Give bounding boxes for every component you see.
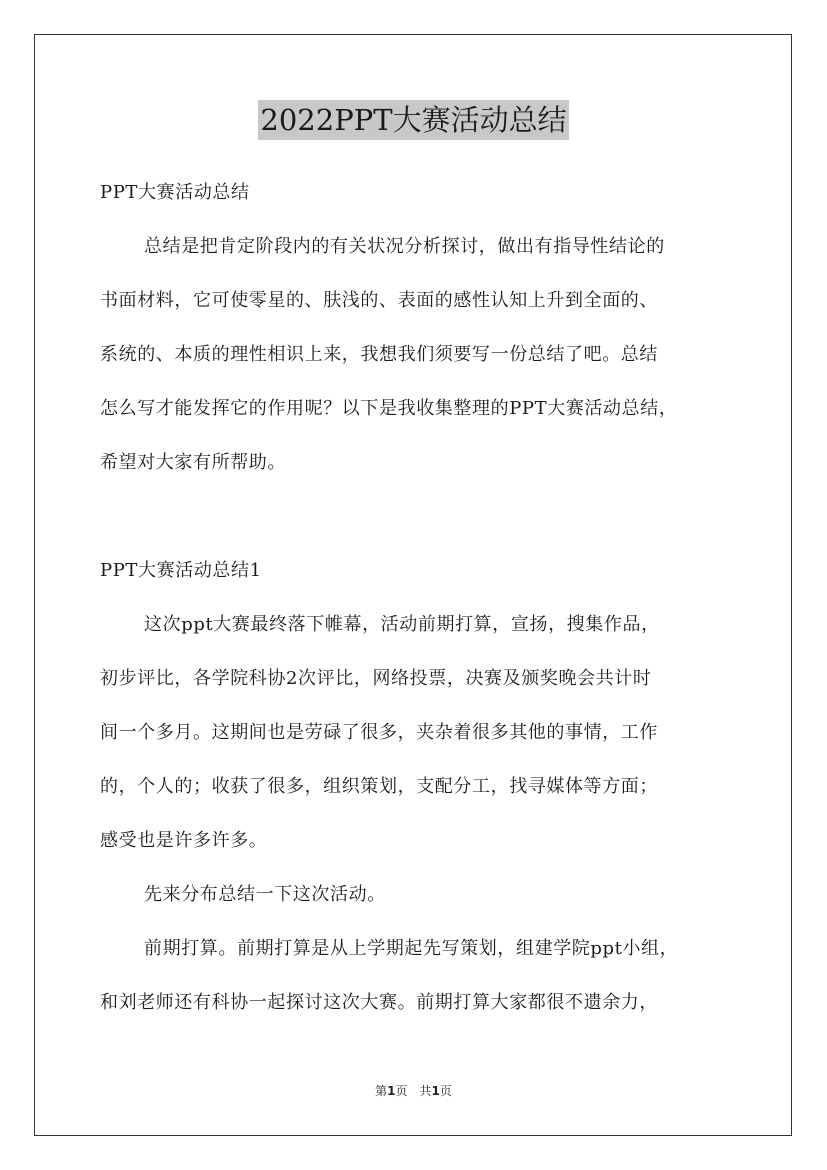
paragraph-line: 间一个多月。这期间也是劳碌了很多，夹杂着很多其他的事情，工作 [100,722,658,743]
paragraph-line: 前期打算。前期打算是从上学期起先写策划，组建学院ppt小组， [144,938,679,959]
paragraph-line: 的，个人的；收获了很多，组织策划，支配分工，找寻媒体等方面； [100,776,658,797]
section-heading: PPT大赛活动总结1 [100,560,262,581]
paragraph-line: 先来分布总结一下这次活动。 [144,884,386,905]
paragraph-line: 怎么写才能发挥它的作用呢？以下是我收集整理的PPT大赛活动总结， [100,398,678,419]
document-body [100,173,740,1037]
page-suffix: 页 [439,1084,452,1098]
document-title: 2022PPT大赛活动总结 [258,100,568,140]
blank-line [100,497,740,551]
section-heading: PPT大赛活动总结 [100,182,250,203]
paragraph-line: 总结是把肯定阶段内的有关状况分析探讨，做出有指导性结论的 [144,236,665,257]
paragraph-line: 这次ppt大赛最终落下帷幕，活动前期打算，宣扬，搜集作品， [144,614,660,635]
paragraph-line: 希望对大家有所帮助。 [100,452,286,473]
page-mid: 页 共 [395,1084,432,1098]
page-total: 1 [431,1084,440,1098]
paragraph-line: 和刘老师还有科协一起探讨这次大赛。前期打算大家都很不遗余力， [100,992,658,1013]
page-prefix: 第 [375,1084,388,1098]
paragraph-line: 初步评比，各学院科协2次评比，网络投票，决赛及颁奖晚会共计时 [100,668,652,689]
paragraph-line: 感受也是许多许多。 [100,830,268,851]
page-current: 1 [387,1084,396,1098]
title-container [0,100,827,140]
paragraph-line: 书面材料，它可使零星的、肤浅的、表面的感性认知上升到全面的、 [100,290,658,311]
paragraph-line: 系统的、本质的理性相识上来，我想我们须要写一份总结了吧。总结 [100,344,658,365]
page-footer [0,1082,827,1099]
